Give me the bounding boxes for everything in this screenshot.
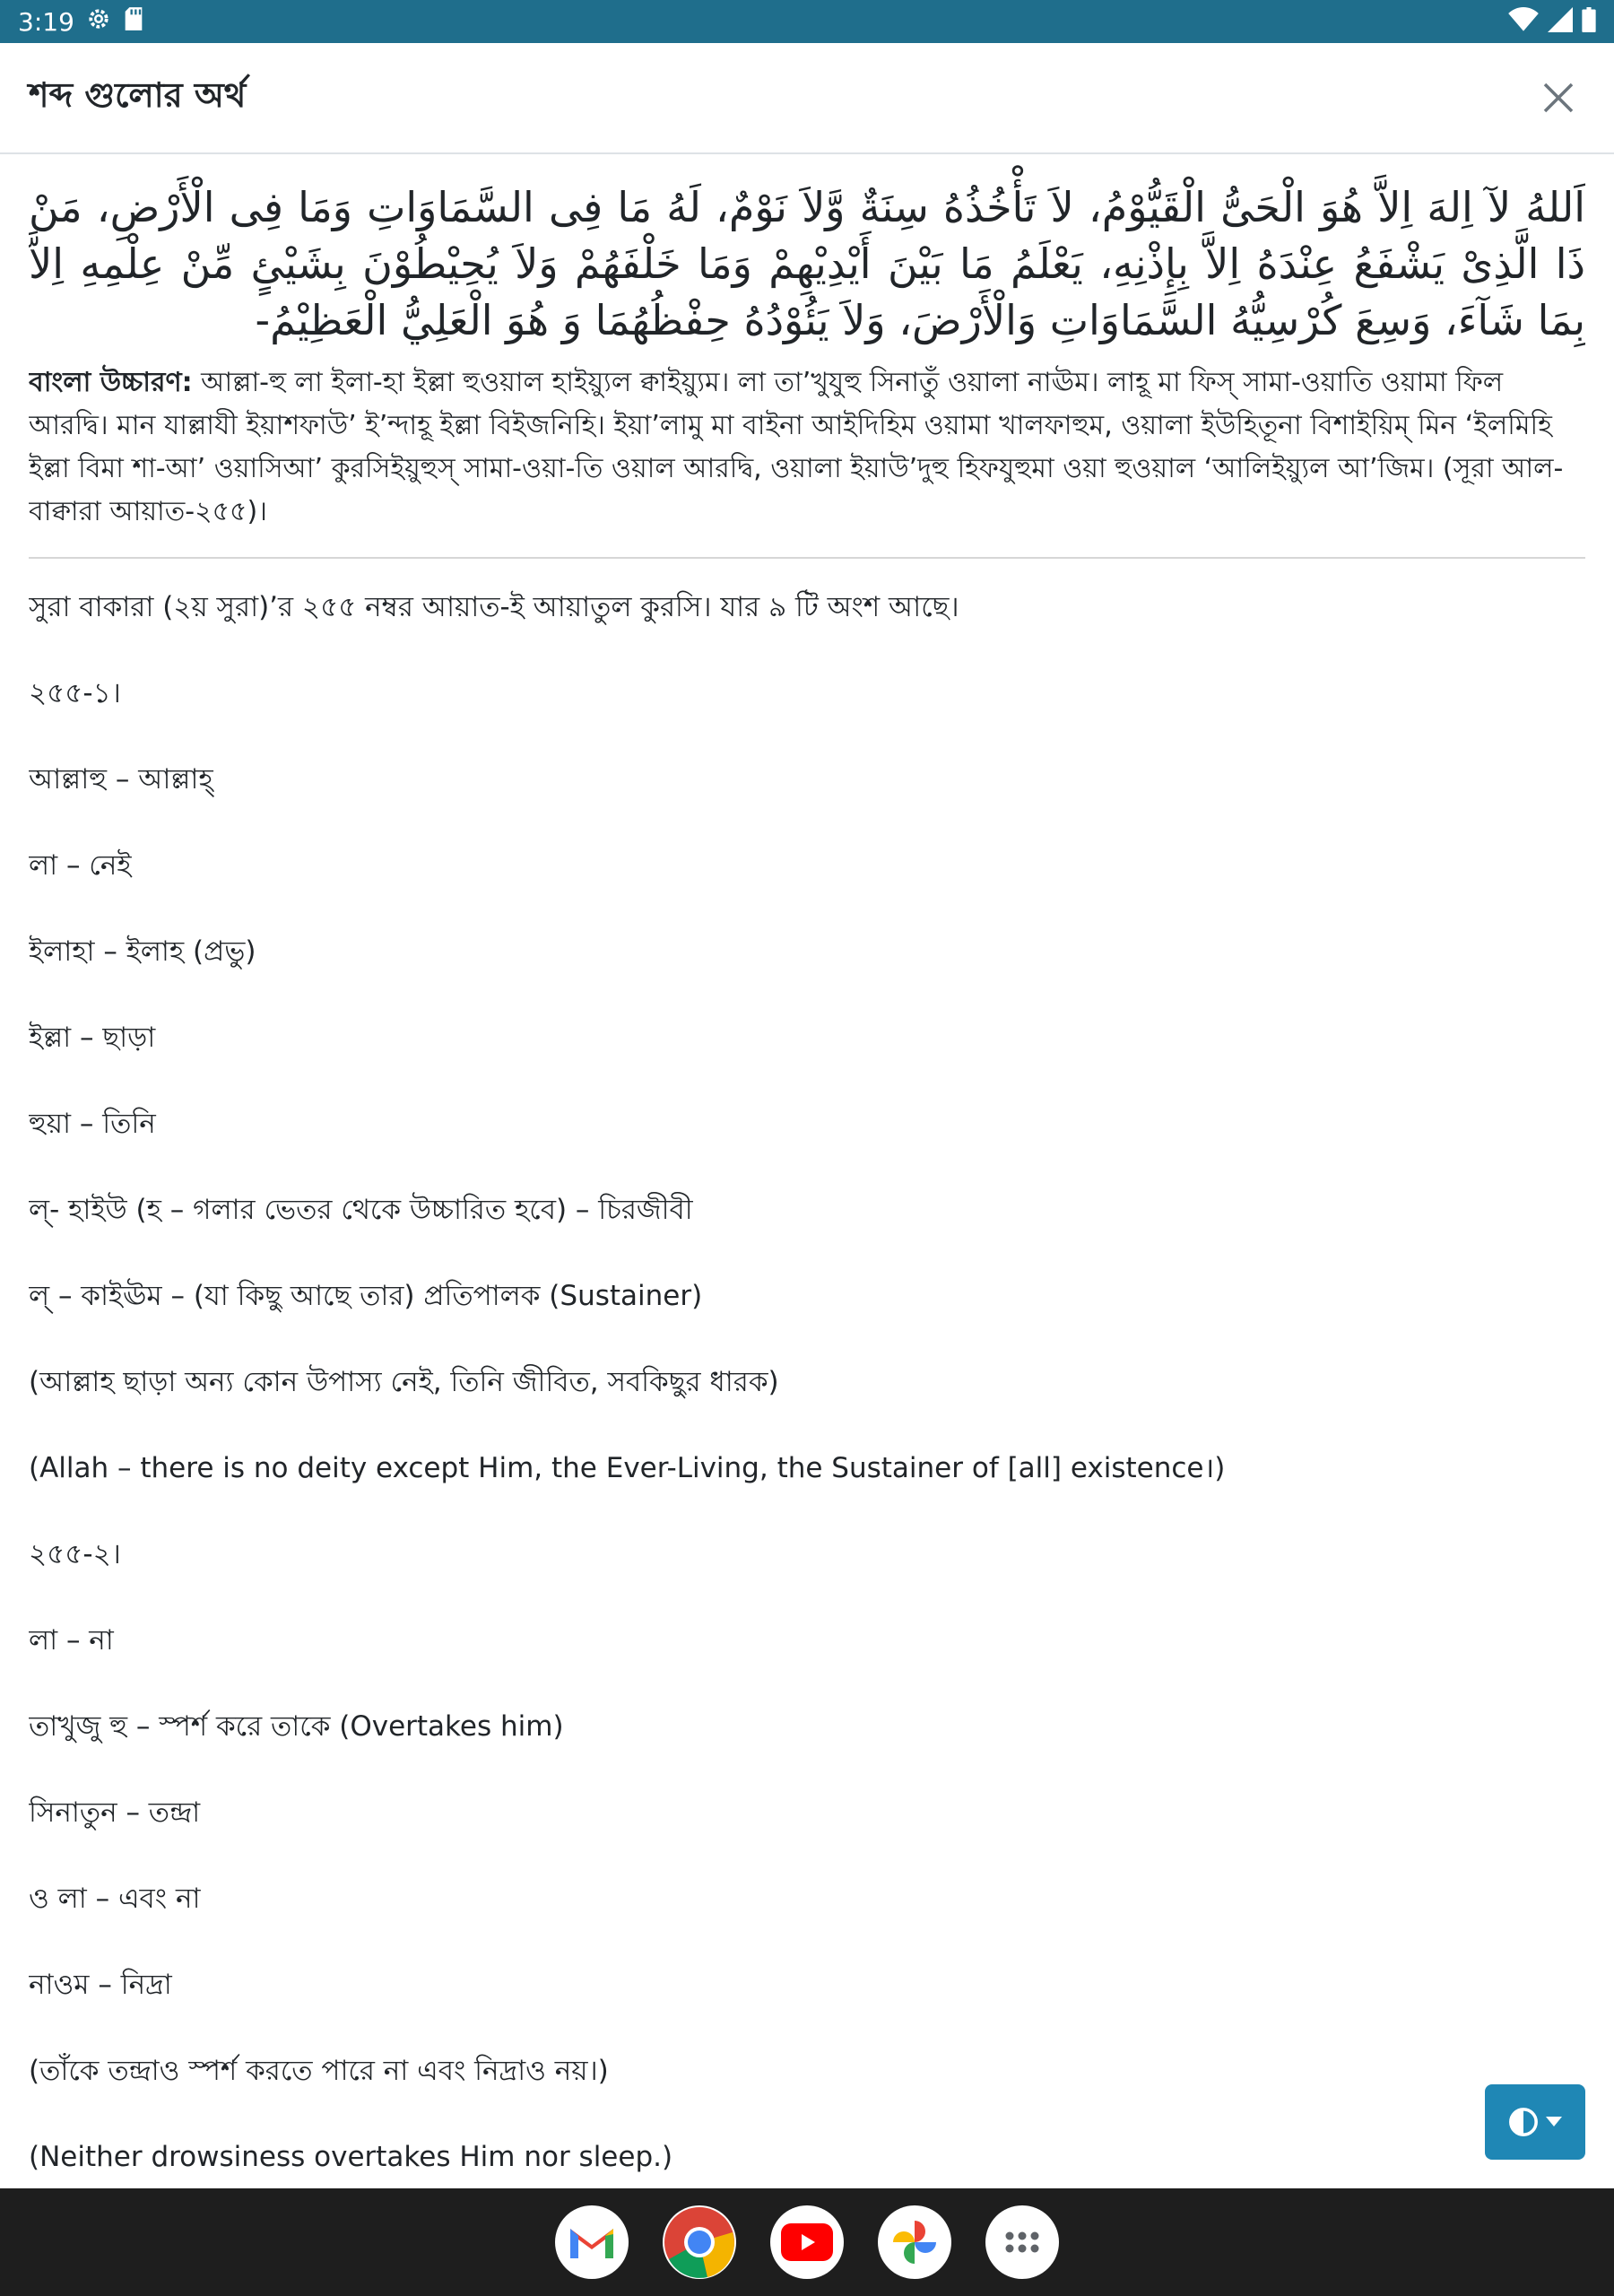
sd-card-icon bbox=[123, 6, 144, 38]
theme-toggle-button[interactable] bbox=[1485, 2084, 1585, 2160]
dialog-header bbox=[0, 43, 1614, 154]
meaning-list bbox=[29, 586, 1585, 2188]
bangla-pronunciation bbox=[29, 361, 1585, 534]
cell-signal-icon bbox=[1548, 7, 1573, 36]
meaning-translation-en: (Allah – there is no deity except Him, the Ever-Living, the Sustainer of [all] existence।) bbox=[29, 1452, 1226, 1484]
wifi-icon bbox=[1508, 7, 1539, 36]
dialog-content[interactable] bbox=[29, 154, 1585, 2188]
status-time: 3:19 bbox=[18, 6, 74, 37]
photos-icon[interactable] bbox=[878, 2205, 951, 2279]
meaning-item: লা – না bbox=[29, 1624, 114, 1657]
status-bar bbox=[0, 0, 1614, 43]
chrome-icon[interactable] bbox=[663, 2205, 736, 2279]
meaning-item: লা – নেই bbox=[29, 849, 132, 882]
close-button[interactable] bbox=[1532, 71, 1585, 125]
youtube-icon[interactable] bbox=[770, 2205, 844, 2279]
meaning-item: নাওম – নিদ্রা bbox=[29, 1969, 172, 2001]
meaning-item: তাখুজু হু – স্পর্শ করে তাকে (Overtakes him) bbox=[29, 1710, 564, 1743]
divider bbox=[29, 557, 1585, 559]
app-dock bbox=[0, 2188, 1614, 2296]
close-icon bbox=[1540, 80, 1576, 116]
meaning-item: ইল্লা – ছাড়া bbox=[29, 1022, 156, 1054]
meaning-section-heading: ২৫৫-২। bbox=[29, 1538, 121, 1570]
settings-gear-icon bbox=[85, 5, 112, 39]
meaning-item: ল্ – কাইঊম – (যা কিছু আছে তার) প্রতিপালক (Sustainer) bbox=[29, 1280, 703, 1312]
meaning-intro: সুরা বাকারা (২য় সুরা)’র ২৫৫ নম্বর আয়াত-ই আয়াতুল কুরসি। যার ৯ টি অংশ আছে। bbox=[29, 591, 959, 623]
page-title: শব্দ গুলোর অর্থ bbox=[29, 75, 247, 115]
pronunciation-text: আল্লা-হু লা ইলা-হা ইল্লা হুওয়াল হাইয়্যুল ক্বাইয়্যুম। লা তা’খুযুহু সিনাতুঁ ওয়ালা নাঊম। লাহূ মা ফিস্ সামা-ওয়াতি ওয়ামা ফিল আরদ্বি। মান যাল্লাযী ইয়াশফাউ’ ই’ন্দাহূ ইল্লা বিইজনিহি। ইয়া’লামু মা বাইনা আইদিহিম ওয়ামা খালফাহুম, ওয়ালা ইউহিতূনা বিশাইয়িম্ মিন ‘ইলমিহি ইল্লা বিমা শা-আ’ ওয়াসিআ’ কুরসিইয়ুহুস্ সামা-ওয়া-তি ওয়াল আরদ্বি, ওয়ালা ইয়াউ’দুহু হিফযুহুমা ওয়া হুওয়াল ‘আলিইয়্যুল আ’জিম। (সূরা আল-বাক্বারা আয়াত-২৫৫)। bbox=[29, 367, 1564, 527]
meaning-item: হুয়া – তিনি bbox=[29, 1108, 156, 1140]
meaning-item: আল্লাহু – আল্লাহ্ bbox=[29, 763, 213, 796]
meaning-translation-bn: (আল্লাহ ছাড়া অন্য কোন উপাস্য নেই, তিনি জীবিত, সবকিছুর ধারক) bbox=[29, 1366, 779, 1398]
meaning-item: সিনাতুন – তন্দ্রা bbox=[29, 1796, 201, 1829]
meaning-item: ইলাহা – ইলাহ (প্রভু) bbox=[29, 935, 256, 968]
app-drawer-icon[interactable] bbox=[985, 2205, 1059, 2279]
meaning-item: ল্- হাইউ (হ – গলার ভেতর থেকে উচ্চারিত হবে) – চিরজীবী bbox=[29, 1194, 693, 1226]
arabic-ayah: اَللهُ لآ اِلهَ اِلاَّ هُوَ الْحَىُّ الْقَيُّوْمُ، لاَ تَأْخُذُهُ سِنَةٌ وَّلاَ نَوْمٌ، لَهُ مَا فِى السَّمَاوَاتِ وَمَا فِى الْأَرْضِ، مَنْ ذَا الَّذِىْ يَشْفَعُ عِنْدَهُ اِلاَّ بِإِذْنِهِ، يَعْلَمُ مَا بَيْنَ أَيْدِيْهِمْ وَمَا خَلْفَهُمْ وَلاَ يُحِيْطُوْنَ بِشَيْئٍ مِّنْ عِلْمِهِ اِلاَّ بِمَا شَآءَ، وَسِعَ كُرْسِيُّهُ السَّمَاوَاتِ وَالْأَرْضَ، وَلاَ يَئُوْدُهُ حِفْظُهُمَا وَ هُوَ الْعَلِيُّ الْعَظِيْمُ- bbox=[29, 183, 1585, 344]
pronunciation-label: বাংলা উচ্চারণ: bbox=[29, 367, 193, 398]
meaning-item: ও লা – এবং না bbox=[29, 1883, 201, 1915]
caret-down-icon bbox=[1546, 2117, 1562, 2127]
gmail-icon[interactable] bbox=[555, 2205, 629, 2279]
meaning-section-heading: ২৫৫-১। bbox=[29, 677, 121, 709]
meaning-translation-en: (Neither drowsiness overtakes Him nor sleep.) bbox=[29, 2141, 673, 2173]
contrast-icon bbox=[1508, 2107, 1539, 2137]
battery-icon bbox=[1582, 7, 1596, 36]
meaning-translation-bn: (তাঁকে তন্দ্রাও স্পর্শ করতে পারে না এবং নিদ্রাও নয়।) bbox=[29, 2055, 609, 2087]
